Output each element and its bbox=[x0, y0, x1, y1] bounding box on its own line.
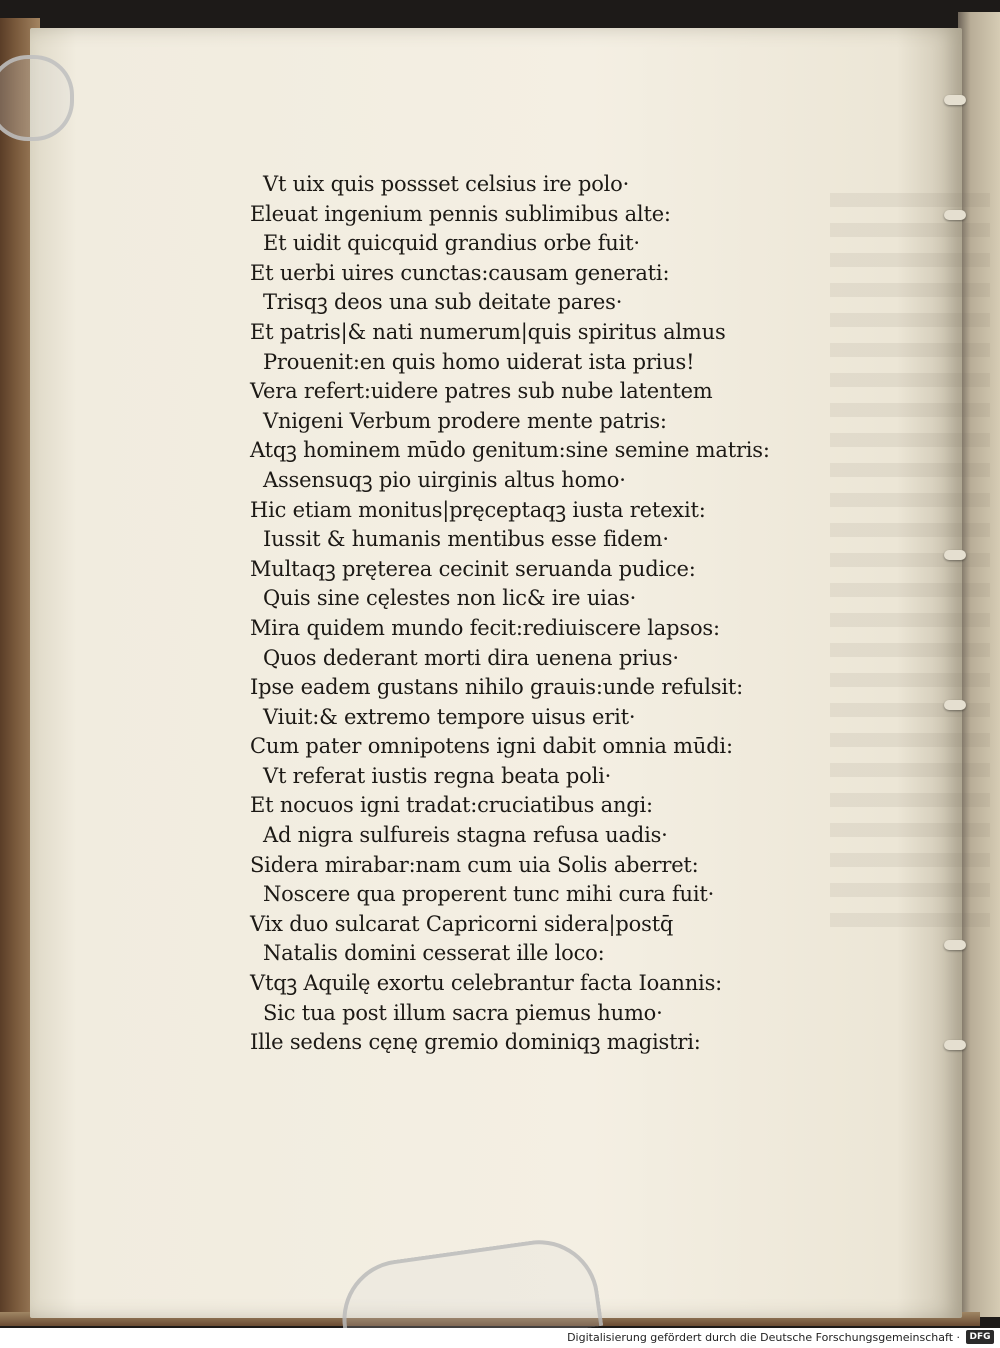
binding-stitch bbox=[944, 210, 966, 220]
text-line: Noscere qua properent tunc mihi cura fuit· bbox=[263, 882, 715, 907]
text-line: Sic tua post illum sacra piemus humo· bbox=[263, 1000, 663, 1025]
text-line: Et uidit quicquid grandius orbe fuit· bbox=[263, 231, 640, 256]
text-line: Mira quidem mundo fecit:rediuiscere lapsos: bbox=[250, 615, 720, 640]
text-line: Prouenit:en quis homo uiderat ista prius! bbox=[263, 349, 695, 374]
text-line: Et patris|& nati numerum|quis spiritus almus bbox=[250, 319, 726, 344]
text-line: Cum pater omnipotens igni dabit omnia mūdi: bbox=[250, 734, 733, 759]
text-line: Atqꝫ hominem mūdo genitum:sine semine matris: bbox=[250, 438, 770, 463]
text-line: Multaqꝫ pręterea cecinit seruanda pudice: bbox=[250, 556, 696, 581]
text-line: Quis sine cęlestes non lic& ire uias· bbox=[263, 586, 637, 611]
text-line: Ad nigra sulfureis stagna refusa uadis· bbox=[263, 823, 668, 848]
text-line: Ille sedens cęnę gremio dominiqꝫ magistri: bbox=[250, 1030, 701, 1055]
text-line: Vnigeni Verbum prodere mente patris: bbox=[263, 408, 667, 433]
text-line: Eleuat ingenium pennis sublimibus alte: bbox=[250, 201, 671, 226]
text-line: Assensuqꝫ pio uirginis altus homo· bbox=[263, 467, 626, 492]
dfg-credit-text: Digitalisierung gefördert durch die Deutsche Forschungsgemeinschaft · bbox=[567, 1331, 960, 1344]
printed-text-block bbox=[250, 170, 850, 1058]
text-line: Et nocuos igni tradat:cruciatibus angi: bbox=[250, 793, 653, 818]
text-line: Et uerbi uires cunctas:causam generati: bbox=[250, 260, 670, 285]
text-line: Vix duo sulcarat Capricorni sidera|postq̄ bbox=[250, 911, 674, 936]
bleed-through-text bbox=[830, 193, 990, 933]
text-line: Viuit:& extremo tempore uisus erit· bbox=[263, 704, 636, 729]
text-line: Natalis domini cesserat ille loco: bbox=[263, 941, 605, 966]
text-line: Hic etiam monitus|pręceptaqꝫ iusta retexit: bbox=[250, 497, 706, 522]
text-line: Trisqꝫ deos una sub deitate pares· bbox=[263, 290, 623, 315]
binding-stitch bbox=[944, 95, 966, 105]
text-line: Vera refert:uidere patres sub nube latentem bbox=[250, 379, 713, 404]
binding-stitch bbox=[944, 940, 966, 950]
text-line: Quos dederant morti dira uenena prius· bbox=[263, 645, 679, 670]
text-line: Iussit & humanis mentibus esse fidem· bbox=[263, 527, 669, 552]
footer-bar bbox=[0, 1328, 1000, 1348]
binding-stitch bbox=[944, 700, 966, 710]
dfg-logo-icon: DFG bbox=[966, 1330, 994, 1344]
paper-clip-icon bbox=[0, 55, 74, 141]
text-line: Sidera mirabar:nam cum uia Solis aberret: bbox=[250, 852, 699, 877]
binding-stitch bbox=[944, 550, 966, 560]
text-line: Vtqꝫ Aquilę exortu celebrantur facta Ioannis: bbox=[250, 971, 723, 996]
text-line: Vt uix quis possset celsius ire polo· bbox=[263, 172, 630, 196]
text-line: Ipse eadem gustans nihilo grauis:unde refulsit: bbox=[250, 675, 744, 700]
text-line: Vt referat iustis regna beata poli· bbox=[263, 763, 612, 788]
binding-stitch bbox=[944, 1040, 966, 1050]
